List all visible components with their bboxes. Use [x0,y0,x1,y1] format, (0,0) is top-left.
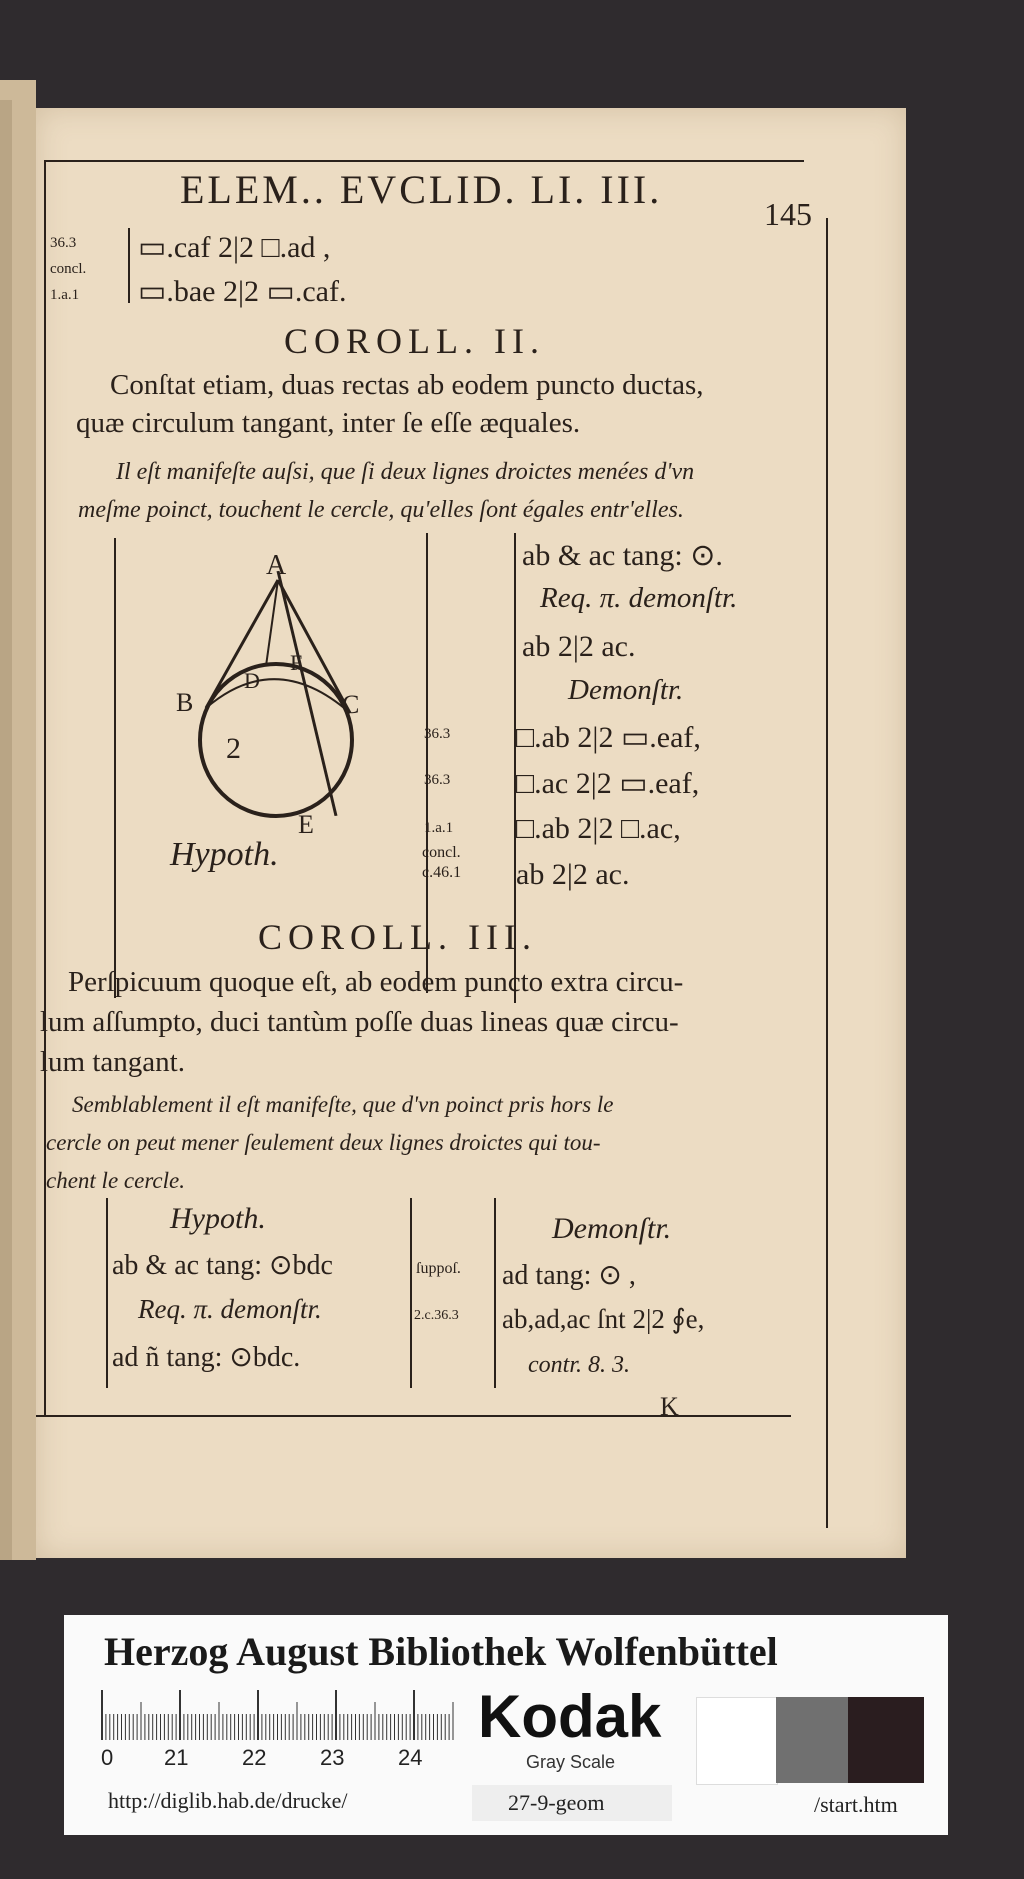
kodak-logo: Kodak [478,1683,662,1750]
secant-ae [278,571,336,816]
ruler-number: 22 [242,1745,267,1770]
proof-ref: 1.a.1 [424,820,454,836]
label-c: C [342,690,360,719]
proof-ref: concl. [422,844,461,861]
ruler-number: 0 [101,1745,114,1770]
library-name: Herzog August Bibliothek Wolfenbüttel [104,1629,778,1674]
table-mid-rule [410,1198,412,1388]
hypoth-label: Hypoth. [170,836,279,873]
proof-line: ab 2|2 ac. [522,630,636,663]
ruler-scale [100,1685,460,1740]
label-e: E [298,810,314,839]
url-left: http://diglib.hab.de/drucke/ [108,1788,348,1813]
ref-item: 1.a.1 [50,287,80,303]
top-reference-column [50,230,86,308]
gray-patch-white [696,1697,778,1785]
french-line: Semblablement il eſt manifeſte, que d'vn poinct pris hors le [72,1092,614,1117]
ruler-number: 24 [398,1745,423,1770]
proof-line: ▭.caf 2|2 □.ad , [138,231,331,264]
proof-line: Req. π. demonſtr. [540,582,738,614]
french-line: Il eſt manifeſte auſsi, que ſi deux lignes droictes menées d'vn [116,459,695,485]
coroll-2-latin [76,366,704,442]
coroll-2-french [78,453,694,529]
running-header: ELEM.. EVCLID. LI. III. [180,167,663,212]
french-line: chent le cercle. [46,1168,185,1193]
proof-line: Demonſtr. [568,674,684,706]
table-right-rule [494,1198,496,1388]
label-d: D [244,668,260,693]
frame-left-rule [44,160,46,1415]
latin-line: Perſpicuum quoque eſt, ab eodem puncto extra circu- [68,966,684,998]
table-right-cell: Demonſtr. [552,1212,672,1245]
gray-scale-label: Gray Scale [526,1752,616,1772]
latin-line: quæ circulum tangant, inter ſe eſſe æquales. [76,407,581,439]
table-right-cell: contr. 8. 3. [528,1352,630,1378]
tangent-ab [206,580,278,708]
label-b: B [176,688,194,717]
table-right-cell: ab,ad,ac ſnt 2|2 ∮e, [502,1304,705,1334]
table-left-cell: ab & ac tang: ⊙bdc [112,1250,333,1281]
coroll-3-latin [40,962,683,1082]
top-proof-divider [128,228,130,303]
ruler-number: 23 [320,1745,345,1770]
frame-right-rule [826,218,828,1528]
proof-line: ab 2|2 ac. [516,858,630,891]
gray-patch-dark [848,1697,924,1783]
proof-line: □.ab 2|2 □.ac, [516,812,681,845]
french-line: meſme poinct, touchent le cercle, qu'elles ſont égales entr'elles. [78,497,684,523]
coroll-3-title: COROLL. III. [258,917,537,957]
figure-left-rule [114,538,116,998]
coroll-3-french [46,1086,614,1200]
label-region-number: 2 [226,732,241,765]
proof-line: □.ab 2|2 ▭.eaf, [516,721,701,754]
table-mid-cell: 2.c.36.3 [414,1308,459,1323]
url-id: 27-9-geom [508,1790,605,1815]
table-left-cell: ad ñ tang: ⊙bdc. [112,1342,301,1373]
proof-ref: c.46.1 [422,864,462,881]
ref-item: concl. [50,261,87,277]
book-page [36,108,906,1558]
ruler-number: 21 [164,1745,189,1770]
proof-line: □.ac 2|2 ▭.eaf, [516,767,700,800]
proof-ref: 36.3 [424,726,451,742]
table-mid-cell: ſuppoſ. [416,1260,461,1277]
coroll-2-title: COROLL. II. [284,321,545,361]
top-proof-lines [138,226,346,314]
url-right: /start.htm [814,1792,898,1817]
label-f: F [290,650,303,675]
gray-patch-mid [776,1697,848,1783]
label-a: A [266,550,287,581]
signature-mark: K [660,1392,679,1421]
frame-top-rule [44,160,804,162]
proof-ref: 36.3 [424,772,451,788]
table-left-cell: Hypoth. [170,1202,266,1235]
latin-line: lum aſſumpto, duci tantùm poſſe duas lineas quæ circu- [40,1006,679,1038]
latin-line: Conſtat etiam, duas rectas ab eodem puncto ductas, [110,369,704,401]
french-line: cercle on peut mener ſeulement deux lignes droictes qui tou- [46,1130,601,1155]
geometry-figure [136,548,406,948]
book-edge-shadow [0,100,12,1560]
table-right-cell: ad tang: ⊙ , [502,1260,636,1291]
proof-line: ▭.bae 2|2 ▭.caf. [138,275,347,308]
table-left-cell: Req. π. demonſtr. [138,1294,322,1324]
proof-line: ab & ac tang: ⊙. [522,539,723,572]
table-left-rule [106,1198,108,1388]
ref-item: 36.3 [50,235,77,251]
latin-line: lum tangant. [40,1046,185,1078]
page-number: 145 [764,196,812,232]
tangent-ac [278,580,350,713]
